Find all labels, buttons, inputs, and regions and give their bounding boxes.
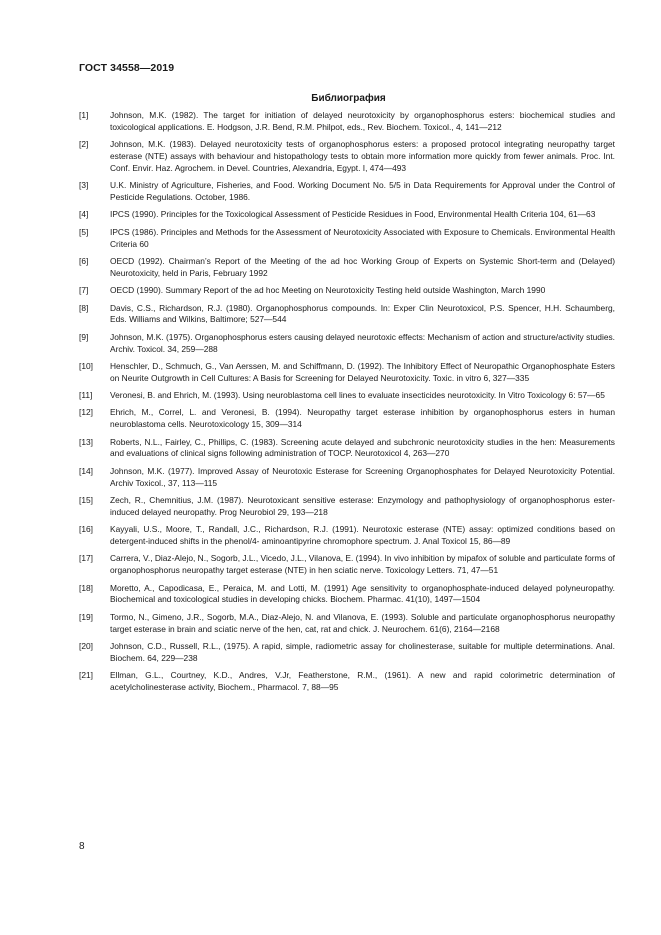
- reference-text: U.K. Ministry of Agriculture, Fisheries, and Food. Working Document No. 5/5 in Data Requirements for Approval under the Control of Pesticide Regulations. October, 1986.: [110, 180, 615, 202]
- reference-entry: [79, 524, 615, 548]
- reference-entry: [79, 670, 615, 694]
- reference-entry: [79, 139, 615, 174]
- reference-text: Johnson, M.K. (1975). Organophosphorus esters causing delayed neurotoxic effects: Mechanism of action and structure/activity studies. Archiv. Toxicol. 34, 259—288: [110, 331, 615, 354]
- reference-text: Carrera, V., Diaz-Alejo, N., Sogorb, J.L., Vicedo, J.L., Vilanova, E. (1994). In vivo inhibition by mipafox of soluble and particulate forms of organophosphorus neuropathy target esterase (NTE) in hen sciatic nerve. Toxicology Letters. 71, 47—51: [110, 553, 615, 576]
- reference-entry: [79, 553, 615, 577]
- reference-number: [9]: [79, 331, 89, 342]
- reference-text: Veronesi, B. and Ehrich, M. (1993). Using neuroblastoma cell lines to evaluate insecticides neurotoxicity. In Vitro Toxicology 6: 57—65: [110, 390, 605, 401]
- reference-text: Kayyali, U.S., Moore, T., Randall, J.C., Richardson, R.J. (1991). Neurotoxic esterase (NTE) assay: optimized conditions based on detergent-induced shifts in the phenol/4- aminoantipyrine chromophore spectrum. J. Anal Toxicol 15, 86—89: [110, 524, 615, 547]
- reference-entry: [79, 583, 615, 607]
- reference-entry: [79, 180, 615, 204]
- reference-number: [12]: [79, 407, 93, 418]
- reference-text: IPCS (1986). Principles and Methods for the Assessment of Neurotoxicity Associated with Exposure to Chemicals. Environmental Health Criteria 60: [110, 226, 615, 249]
- reference-number: [13]: [79, 436, 93, 447]
- reference-number: [3]: [79, 180, 89, 191]
- reference-text: Davis, C.S., Richardson, R.J. (1980). Organophosphorus compounds. In: Exper Clin Neurotoxicol, P.S. Spencer, H.H. Schaumberg, Eds. Williams and Wilkins, Baltimore; 527—544: [110, 302, 615, 325]
- reference-text: Johnson, C.D., Russell, R.L., (1975). A rapid, simple, radiometric assay for cholinesterase, suitable for multiple determinations. Anal. Biochem. 64, 229—238: [110, 640, 615, 663]
- reference-number: [19]: [79, 611, 93, 622]
- reference-number: [4]: [79, 209, 89, 220]
- reference-number: [16]: [79, 524, 93, 535]
- reference-number: [15]: [79, 495, 93, 506]
- reference-text: Moretto, A., Capodicasa, E., Peraica, M. and Lotti, M. (1991) Age sensitivity to organophosphate-induced delayed polyneuropathy. Biochemical and toxicological studies in developing chicks. Biochem. Pharmac. 41(10), 1497—1504: [110, 582, 615, 605]
- reference-entry: [79, 437, 615, 461]
- reference-text: Ehrich, M., Correl, L. and Veronesi, B. (1994). Neuropathy target esterase inhibition by organophosphorus esters in human neuroblastoma cells. Neurotoxicology 15, 309—314: [110, 407, 615, 430]
- reference-text: OECD (1992). Chairman’s Report of the Meeting of the ad hoc Working Group of Experts on Systemic Short-term and (Delayed) Neurotoxicity, held in Paris, February 1992: [110, 255, 615, 278]
- reference-entry: [79, 390, 615, 402]
- reference-entry: [79, 256, 615, 280]
- reference-number: [5]: [79, 226, 89, 237]
- reference-entry: [79, 285, 615, 297]
- reference-text: Roberts, N.L., Fairley, C., Phillips, C. (1983). Screening acute delayed and subchronic neurotoxicity studies in the hen: Measurements and evaluations of clinical signs following administration of TOCP. Neurotoxicol 4, 263—270: [110, 436, 615, 459]
- reference-text: Johnson, M.K. (1982). The target for initiation of delayed neurotoxicity by organophosphorus esters: biochemical studies and toxicological applications. E. Hodgson, J.R. Bend, R.M. Philpot, eds., Rev. Biochem. Toxicol., 4, 141—212: [110, 110, 615, 132]
- reference-text: Johnson, M.K. (1983). Delayed neurotoxicity tests of organophosphorus esters: a proposed protocol integrating neuropathy target esterase (NTE) assays with behaviour and histopathology tests to obtain more information more quickly from fewer animals. Proc. Int. Conf. Envir. Haz. Agrochem. in Devel. Countries, Alexandria, Egypt. I, 474—493: [110, 139, 615, 173]
- reference-entry: [79, 495, 615, 519]
- reference-number: [10]: [79, 360, 93, 371]
- reference-entry: [79, 361, 615, 385]
- reference-entry: [79, 466, 615, 490]
- reference-number: [11]: [79, 390, 93, 401]
- page-number: 8: [79, 841, 85, 852]
- reference-number: [17]: [79, 553, 93, 564]
- reference-number: [2]: [79, 139, 89, 150]
- reference-text: Johnson, M.K. (1977). Improved Assay of Neurotoxic Esterase for Screening Organophosphates for Delayed Neurotoxicity Potential. Archiv Toxicol., 37, 113—115: [110, 465, 615, 488]
- reference-number: [14]: [79, 465, 93, 476]
- bibliography-list: [79, 110, 615, 699]
- bibliography-title: Библиография: [311, 93, 386, 104]
- reference-entry: [79, 332, 615, 356]
- reference-number: [6]: [79, 255, 89, 266]
- reference-text: Zech, R., Chemnitius, J.M. (1987). Neurotoxicant sensitive esterase: Enzymology and pathophysiology of organophosphorus ester-induced delayed neuropathy. Prog Neurobiol 29, 193—218: [110, 495, 615, 517]
- reference-number: [18]: [79, 582, 93, 593]
- reference-entry: [79, 227, 615, 251]
- reference-number: [21]: [79, 670, 93, 681]
- reference-text: IPCS (1990). Principles for the Toxicological Assessment of Pesticide Residues in Food, Environmental Health Criteria 104, 61—63: [110, 209, 596, 220]
- reference-text: OECD (1990). Summary Report of the ad hoc Meeting on Neurotoxicity Testing held outside Washington, March 1990: [110, 285, 546, 296]
- reference-number: [1]: [79, 110, 89, 120]
- reference-entry: [79, 612, 615, 636]
- reference-text: Henschler, D., Schmuch, G., Van Aerssen, M. and Schiffmann, D. (1992). The Inhibitory Effect of Neuropathic Organophosphate Esters on Neurite Outgrowth in Cell Cultures: A Basis for Screening for Delayed Neurotoxicity. Toxic. in vitro 6, 327—335: [110, 360, 615, 383]
- reference-number: [7]: [79, 285, 89, 296]
- document-header: ГОСТ 34558—2019: [79, 62, 175, 74]
- reference-text: Tormo, N., Gimeno, J.R., Sogorb, M.A., Diaz-Alejo, N. and Vilanova, E. (1993). Soluble and particulate organophosphorus neuropathy target esterase in brain and sciatic nerve of the hen, cat, rat and chick. J. Neurochem. 61(6), 2164—2168: [110, 611, 615, 634]
- reference-text: Ellman, G.L., Courtney, K.D., Andres, V.Jr, Featherstone, R.M., (1961). A new and rapid colorimetric determination of acetylcholinesterase activity, Biochem., Pharmacol. 7, 88—95: [110, 670, 615, 692]
- reference-entry: [79, 110, 615, 134]
- reference-entry: [79, 641, 615, 665]
- reference-entry: [79, 303, 615, 327]
- reference-number: [8]: [79, 302, 89, 313]
- reference-entry: [79, 407, 615, 431]
- reference-number: [20]: [79, 640, 93, 651]
- reference-entry: [79, 209, 615, 221]
